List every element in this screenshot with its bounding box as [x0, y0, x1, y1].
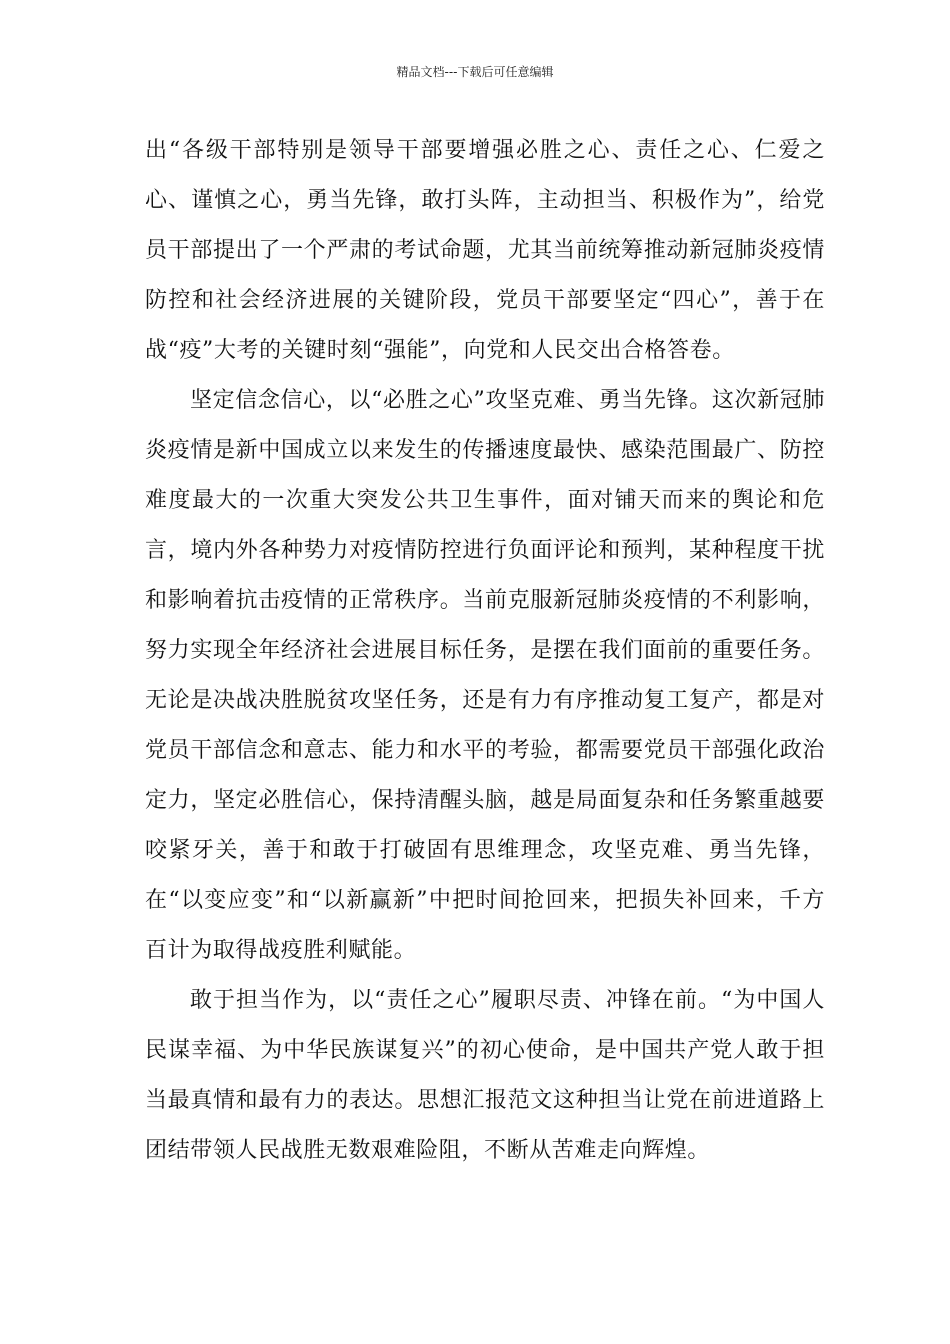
- document-body: [145, 126, 825, 1176]
- paragraph-confidence: 坚定信念信心，以“必胜之心”攻坚克难、勇当先锋。这次新冠肺炎疫情是新中国成立以来发生的传播速度最快、感染范围最广、防控难度最大的一次重大突发公共卫生事件，面对铺天而来的舆论和危言，境内外各种势力对疫情防控进行负面评论和预判，某种程度干扰和影响着抗击疫情的正常秩序。当前克服新冠肺炎疫情的不利影响，努力实现全年经济社会进展目标任务，是摆在我们面前的重要任务。无论是决战决胜脱贫攻坚任务，还是有力有序推动复工复产，都是对党员干部信念和意志、能力和水平的考验，都需要党员干部强化政治定力，坚定必胜信心，保持清醒头脑，越是局面复杂和任务繁重越要咬紧牙关，善于和敢于打破固有思维理念，攻坚克难、勇当先锋，在“以变应变”和“以新赢新”中把时间抢回来，把损失补回来，千方百计为取得战疫胜利赋能。: [145, 388, 825, 963]
- page-header: 精品文档---下载后可任意编辑: [396, 65, 554, 79]
- paragraph-responsibility: 敢于担当作为，以“责任之心”履职尽责、冲锋在前。“为中国人民谋幸福、为中华民族谋复兴”的初心使命，是中国共产党人敢于担当最真情和最有力的表达。思想汇报范文这种担当让党在前进道路上团结带领人民战胜无数艰难险阻，不断从苦难走向辉煌。: [145, 988, 825, 1163]
- paragraph-continued: 出“各级干部特别是领导干部要增强必胜之心、责任之心、仁爱之心、谨慎之心，勇当先锋，敢打头阵，主动担当、积极作为”，给党员干部提出了一个严肃的考试命题，尤其当前统筹推动新冠肺炎疫情防控和社会经济进展的关键阶段，党员干部要坚定“四心”，善于在战“疫”大考的关键时刻“强能”，向党和人民交出合格答卷。: [145, 138, 825, 363]
